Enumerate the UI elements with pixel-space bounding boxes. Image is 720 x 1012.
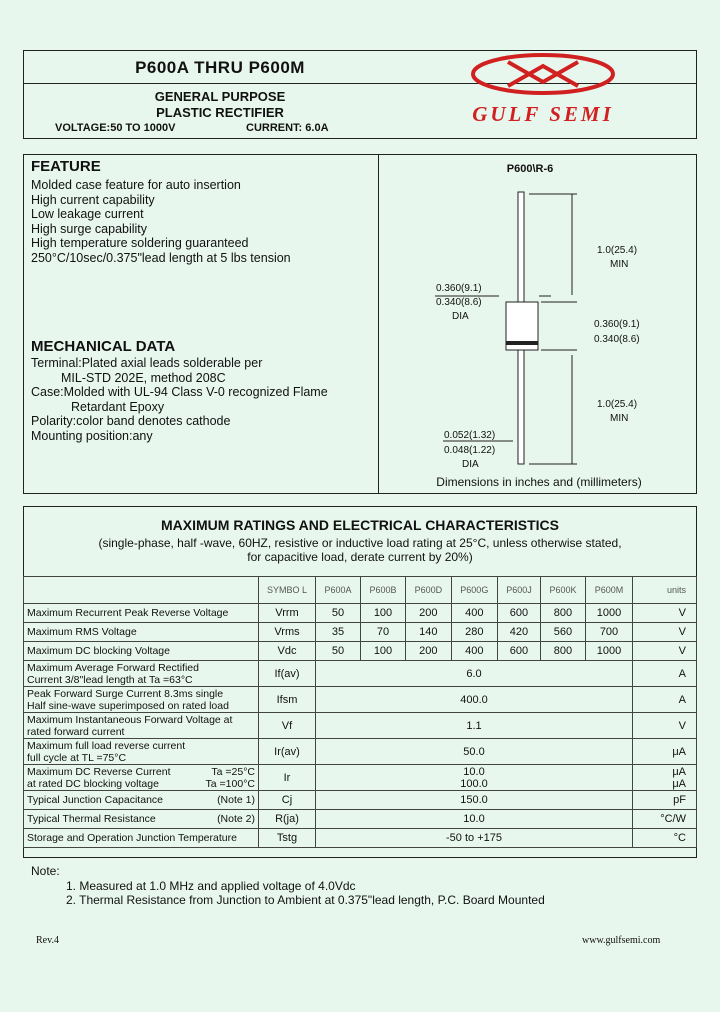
mech-line: Case:Molded with UL-94 Class V-0 recognized Flame <box>31 385 328 400</box>
table-row <box>24 713 697 739</box>
row-symbol: Vdc <box>259 642 316 661</box>
header-cell: P600M <box>585 577 632 604</box>
dc-reverse-unit: μA <box>672 765 686 778</box>
feature-item: High surge capability <box>31 221 148 236</box>
row-symbol: Vf <box>259 713 316 739</box>
merged-value: 50.0 <box>316 739 633 765</box>
bottom-lead-length: 1.0(25.4) <box>597 399 638 410</box>
lead-dia-label: DIA <box>462 459 479 470</box>
row-desc-line: Maximum Instantaneous Forward Voltage at <box>27 713 233 726</box>
table-row <box>24 791 697 810</box>
top-lead-length: 1.0(25.4) <box>597 245 638 256</box>
merged-value: -50 to +175 <box>316 829 633 848</box>
header-cell: P600A <box>316 577 361 604</box>
cell: 200 <box>406 604 452 623</box>
header-cell: P600D <box>406 577 452 604</box>
cell: 50 <box>316 642 361 661</box>
body-length-min: 0.340(8.6) <box>594 334 640 345</box>
dc-reverse-desc: at rated DC blocking voltage <box>27 777 159 790</box>
note-item-2: 2. Thermal Resistance from Junction to Ambient at 0.375"lead length, P.C. Board Mounted <box>66 893 545 907</box>
mech-line: Retardant Epoxy <box>71 399 165 414</box>
row-desc <box>24 791 259 810</box>
top-lead-min: MIN <box>610 259 629 270</box>
table-row <box>24 829 697 848</box>
row-desc-line: Current 3/8"lead length at Ta =63°C <box>27 673 193 686</box>
header-cell: P600B <box>361 577 406 604</box>
row-desc <box>24 810 259 829</box>
feature-item: Molded case feature for auto insertion <box>31 178 241 192</box>
row-unit: μA <box>633 739 697 765</box>
cell: 400 <box>451 642 497 661</box>
dia-min: 0.340(8.6) <box>436 297 482 308</box>
mechanical-heading: MECHANICAL DATA <box>31 338 176 355</box>
cell: 600 <box>497 604 540 623</box>
row-unit: V <box>633 623 697 642</box>
mech-line: Mounting position:any <box>31 428 153 443</box>
page-title: P600A THRU P600M <box>135 58 305 77</box>
subtitle-plastic-rectifier: PLASTIC RECTIFIER <box>156 105 284 120</box>
lead-dia-max: 0.052(1.32) <box>444 430 496 441</box>
dia-max: 0.360(9.1) <box>436 283 482 294</box>
header-cell: units <box>633 577 697 604</box>
ratings-table <box>23 576 697 848</box>
package-outline-diagram <box>379 150 696 490</box>
cell: 70 <box>361 623 406 642</box>
cell: 400 <box>451 604 497 623</box>
feature-item: High temperature soldering guaranteed <box>31 236 249 251</box>
dia-label: DIA <box>452 311 469 322</box>
row-desc <box>24 739 259 765</box>
merged-value: 1.1 <box>316 713 633 739</box>
row-desc <box>24 687 259 713</box>
header-cell: P600G <box>451 577 497 604</box>
row-note: (Note 1) <box>217 794 255 806</box>
table-row <box>24 739 697 765</box>
row-symbol: R(ja) <box>259 810 316 829</box>
row-desc: Maximum RMS Voltage <box>24 623 259 642</box>
row-desc-line <box>27 778 255 790</box>
row-unit: V <box>633 642 697 661</box>
cell: 35 <box>316 623 361 642</box>
row-note: (Note 2) <box>217 813 255 825</box>
row-desc-line: full cycle at TL =75°C <box>27 751 127 764</box>
merged-value: 10.0 <box>316 810 633 829</box>
dc-reverse-cond: Ta =100°C <box>205 777 255 790</box>
row-unit: V <box>633 604 697 623</box>
row-desc-line <box>27 813 255 825</box>
merged-value: 150.0 <box>316 791 633 810</box>
cell: 700 <box>585 623 632 642</box>
row-unit: °C/W <box>633 810 697 829</box>
current-rating: CURRENT: 6.0A <box>246 122 329 134</box>
notes-heading: Note: <box>31 864 60 878</box>
note-item-1: 1. Measured at 1.0 MHz and applied voltage of 4.0Vdc <box>66 879 356 893</box>
row-desc-line <box>27 794 255 806</box>
row-desc <box>24 765 259 791</box>
dc-reverse-cond: Ta =25°C <box>211 765 255 778</box>
merged-value: 400.0 <box>316 687 633 713</box>
header-cell: SYMBO L <box>259 577 316 604</box>
ratings-note-1: (single-phase, half -wave, 60HZ, resistive or inductive load rating at 25°C, unless otherwise stated, <box>98 536 622 550</box>
table-row <box>24 687 697 713</box>
row-unit: A <box>633 687 697 713</box>
mech-line: MIL-STD 202E, method 208C <box>61 370 226 385</box>
feature-heading: FEATURE <box>31 158 101 175</box>
body-length-max: 0.360(9.1) <box>594 319 640 330</box>
row-unit: V <box>633 713 697 739</box>
row-symbol: Cj <box>259 791 316 810</box>
cell: 140 <box>406 623 452 642</box>
row-desc-line: rated forward current <box>27 725 125 738</box>
cell: 420 <box>497 623 540 642</box>
row-symbol: Ifsm <box>259 687 316 713</box>
row-desc: Maximum DC blocking Voltage <box>24 642 259 661</box>
website-link[interactable]: www.gulfsemi.com <box>582 935 661 946</box>
ratings-title: MAXIMUM RATINGS AND ELECTRICAL CHARACTERISTICS <box>161 517 559 533</box>
row-desc <box>24 661 259 687</box>
merged-value <box>316 765 633 791</box>
brand-name: GULF SEMI <box>472 102 614 126</box>
row-symbol: Ir <box>259 765 316 791</box>
row-unit: °C <box>633 829 697 848</box>
header-cell: P600K <box>540 577 585 604</box>
package-label: P600\R-6 <box>506 163 554 175</box>
header-cell: P600J <box>497 577 540 604</box>
mech-line: Polarity:color band denotes cathode <box>31 414 231 429</box>
voltage-range: VOLTAGE:50 TO 1000V <box>55 122 176 134</box>
mechanical-list <box>31 356 376 444</box>
row-desc-text: Typical Junction Capacitance <box>27 794 163 806</box>
row-desc <box>24 713 259 739</box>
cell: 200 <box>406 642 452 661</box>
row-symbol: Ir(av) <box>259 739 316 765</box>
row-unit: A <box>633 661 697 687</box>
feature-list <box>31 178 371 266</box>
table-row <box>24 623 697 642</box>
row-desc-line: Maximum Average Forward Rectified <box>27 661 199 674</box>
dc-reverse-desc: Maximum DC Reverse Current <box>27 765 171 778</box>
cell: 800 <box>540 604 585 623</box>
table-row <box>24 765 697 791</box>
row-unit: pF <box>633 791 697 810</box>
row-desc-line <box>27 766 255 778</box>
dc-reverse-val: 100.0 <box>460 777 488 790</box>
subtitle-general-purpose: GENERAL PURPOSE <box>154 89 286 104</box>
table-row <box>24 810 697 829</box>
dc-reverse-val: 10.0 <box>463 765 485 778</box>
cell: 50 <box>316 604 361 623</box>
table-header-row <box>24 577 697 604</box>
merged-value: 6.0 <box>316 661 633 687</box>
row-symbol: Vrrm <box>259 604 316 623</box>
row-symbol: Tstg <box>259 829 316 848</box>
cell: 280 <box>451 623 497 642</box>
cathode-band <box>506 341 538 345</box>
row-desc-line: Half sine-wave superimposed on rated load <box>27 699 229 712</box>
dimensions-caption: Dimensions in inches and (millimeters) <box>436 475 642 489</box>
mech-line: Terminal:Plated axial leads solderable per <box>31 356 263 370</box>
ratings-note-2: for capacitive load, derate current by 20%) <box>247 550 473 564</box>
row-unit <box>633 765 697 791</box>
table-row <box>24 661 697 687</box>
row-desc: Maximum Recurrent Peak Reverse Voltage <box>24 604 259 623</box>
revision: Rev.4 <box>36 935 59 946</box>
table-row <box>24 642 697 661</box>
row-desc-line: Maximum full load reverse current <box>27 739 186 752</box>
feature-item: 250°C/10sec/0.375"lead length at 5 lbs tension <box>31 250 291 265</box>
dc-reverse-unit: μA <box>672 777 686 790</box>
row-desc-text: Typical Thermal Resistance <box>27 813 156 825</box>
cell: 600 <box>497 642 540 661</box>
feature-item: Low leakage current <box>31 207 144 222</box>
row-desc: Storage and Operation Junction Temperature <box>24 829 259 848</box>
row-symbol: Vrms <box>259 623 316 642</box>
cell: 560 <box>540 623 585 642</box>
cell: 100 <box>361 642 406 661</box>
cell: 800 <box>540 642 585 661</box>
gulf-semi-logo-icon <box>468 52 618 96</box>
row-symbol: If(av) <box>259 661 316 687</box>
header-cell <box>24 577 259 604</box>
table-row <box>24 604 697 623</box>
cell: 1000 <box>585 604 632 623</box>
bottom-lead-min: MIN <box>610 413 629 424</box>
cell: 100 <box>361 604 406 623</box>
cell: 1000 <box>585 642 632 661</box>
row-desc-line: Peak Forward Surge Current 8.3ms single <box>27 687 224 700</box>
feature-item: High current capability <box>31 192 155 207</box>
lead-dia-min: 0.048(1.22) <box>444 445 496 456</box>
